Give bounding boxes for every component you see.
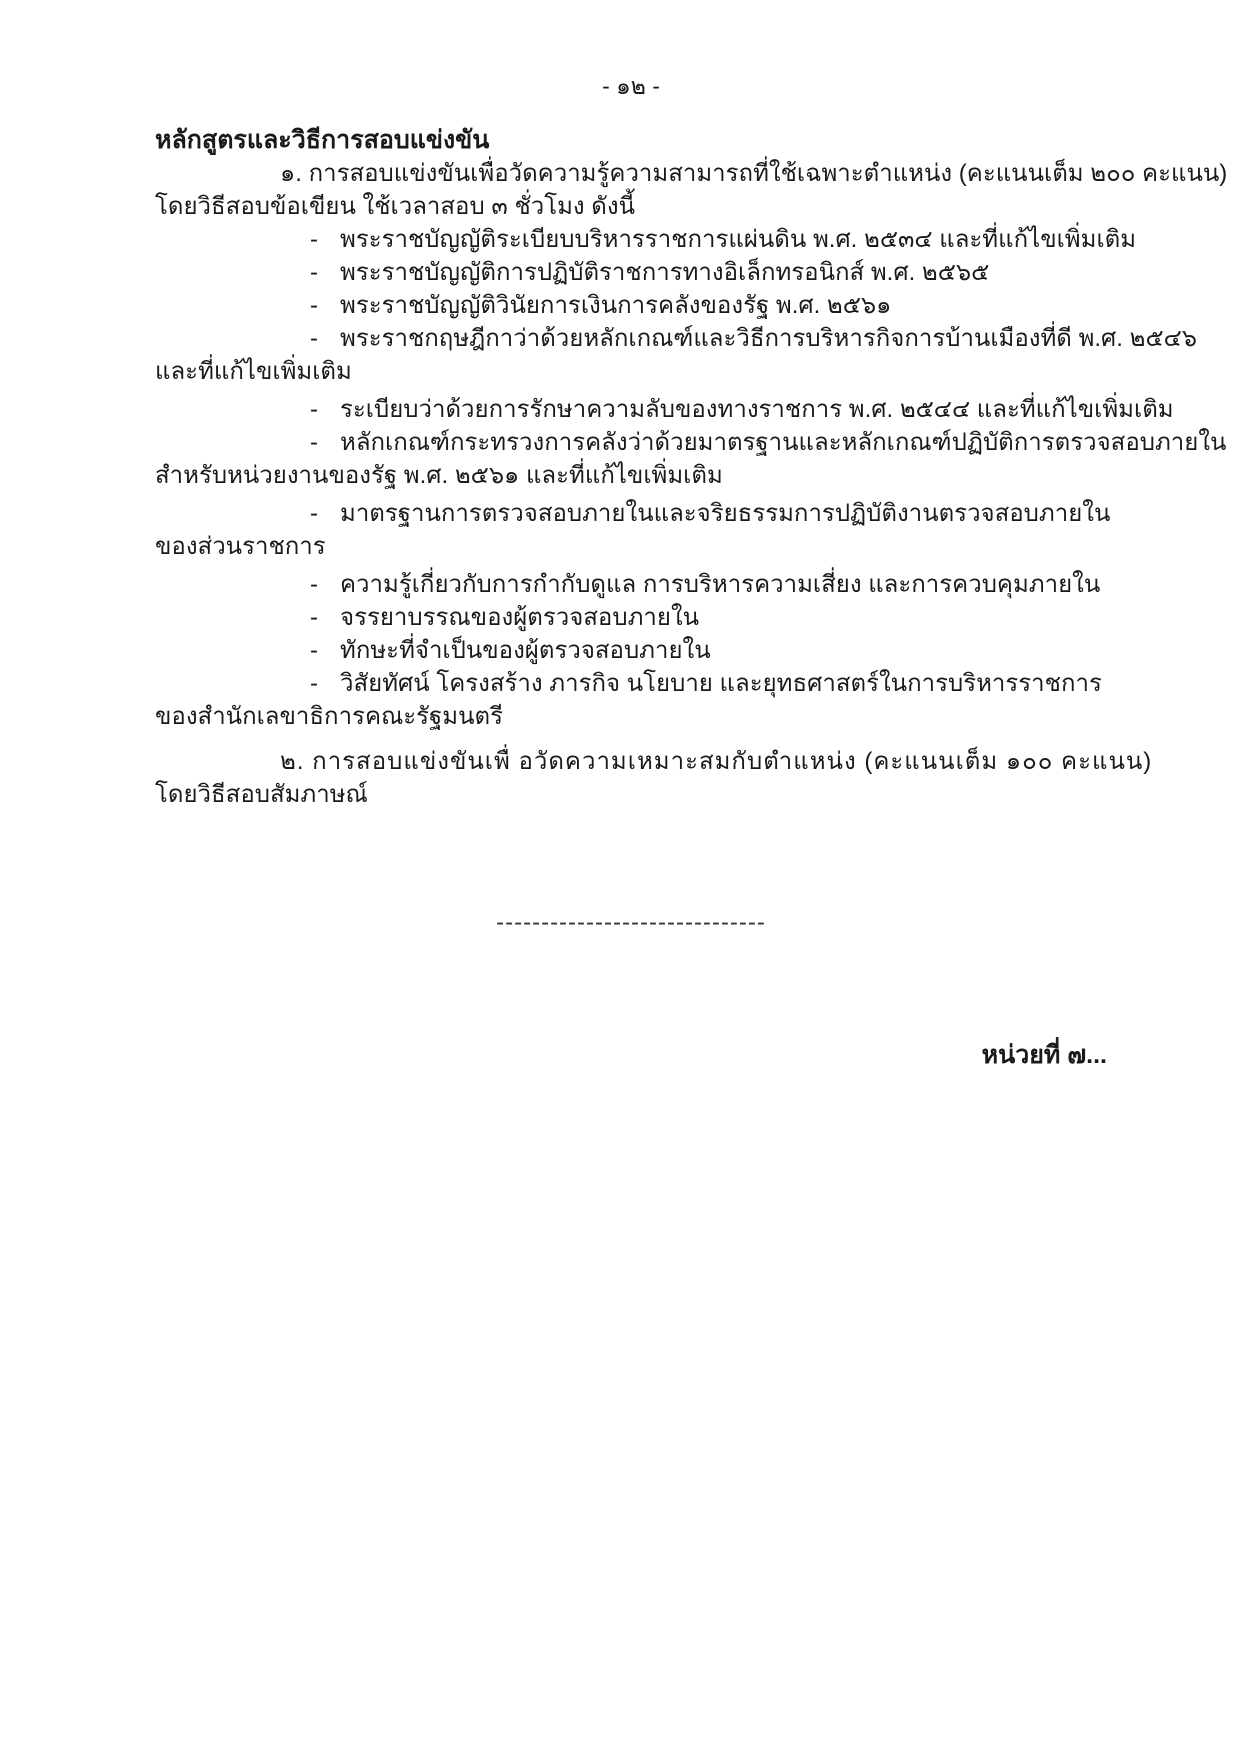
section2-intro-line2: โดยวิธีสอบสัมภาษณ์ [155, 781, 368, 808]
bullet-dash: - [310, 571, 318, 598]
list-item-text: พระราชบัญญัติการปฏิบัติราชการทางอิเล็กทรอนิกส์ พ.ศ. ๒๕๖๕ [340, 259, 990, 286]
bullet-dash: - [310, 429, 318, 456]
bullet-dash: - [310, 226, 318, 253]
page-content [155, 0, 1228, 1072]
list-item [155, 393, 1174, 426]
list-item-text: วิสัยทัศน์ โครงสร้าง ภารกิจ นโยบาย และยุทธศาสตร์ในการบริหารราชการ [340, 670, 1102, 697]
dashed-divider: ------------------------------ [496, 909, 766, 936]
list-item [155, 601, 1107, 634]
list-item [155, 426, 1227, 459]
section1-intro-line2: โดยวิธีสอบข้อเขียน ใช้เวลาสอบ ๓ ชั่วโมง ดังนี้ [155, 193, 636, 220]
section2-intro-line1: ๒. การสอบแข่งขันเพื่ อวัดความเหมาะสมกับตำแหน่ง (คะแนนเต็ม ๑๐๐ คะแนน) [280, 748, 1153, 775]
bullet-dash: - [310, 604, 318, 631]
list-item [155, 322, 1198, 355]
list-item-text: ทักษะที่จำเป็นของผู้ตรวจสอบภายใน [340, 637, 711, 664]
section-heading: หลักสูตรและวิธีการสอบแข่งขัน [155, 126, 490, 154]
list-item-text: ความรู้เกี่ยวกับการกำกับดูแล การบริหารความเสี่ยง และการควบคุมภายใน [340, 571, 1101, 598]
bullet-dash: - [310, 670, 318, 697]
list-item [155, 223, 1137, 256]
list-item [155, 634, 1107, 667]
list-item [155, 497, 1111, 530]
list-item [155, 256, 1107, 289]
list-item [155, 289, 1107, 322]
list-item-text: พระราชบัญญัติระเบียบบริหารราชการแผ่นดิน พ.ศ. ๒๕๓๔ และที่แก้ไขเพิ่มเติม [340, 226, 1137, 253]
list-item-continuation: สำหรับหน่วยงานของรัฐ พ.ศ. ๒๕๖๑ และที่แก้ไขเพิ่มเติม [155, 462, 723, 489]
list-item [155, 667, 1107, 700]
list-item-continuation: ของส่วนราชการ [155, 533, 326, 560]
list-item-continuation: และที่แก้ไขเพิ่มเติม [155, 358, 352, 385]
footer-note: หน่วยที่ ๗... [981, 1041, 1107, 1069]
list-item [155, 568, 1107, 601]
bullet-dash: - [310, 396, 318, 423]
list-item-text: พระราชกฤษฎีกาว่าด้วยหลักเกณฑ์และวิธีการบริหารกิจการบ้านเมืองที่ดี พ.ศ. ๒๕๔๖ [340, 325, 1198, 352]
list-item-text: พระราชบัญญัติวินัยการเงินการคลังของรัฐ พ.ศ. ๒๕๖๑ [340, 292, 892, 319]
list-item-text: จรรยาบรรณของผู้ตรวจสอบภายใน [340, 604, 700, 631]
bullet-dash: - [310, 325, 318, 352]
bullet-dash: - [310, 259, 318, 286]
list-item-text: หลักเกณฑ์กระทรวงการคลังว่าด้วยมาตรฐานและหลักเกณฑ์ปฏิบัติการตรวจสอบภายใน [340, 429, 1227, 456]
bullet-dash: - [310, 292, 318, 319]
list-item-text: ระเบียบว่าด้วยการรักษาความลับของทางราชการ พ.ศ. ๒๕๔๔ และที่แก้ไขเพิ่มเติม [340, 396, 1174, 423]
section1-intro-line1: ๑. การสอบแข่งขันเพื่อวัดความรู้ความสามารถที่ใช้เฉพาะตำแหน่ง (คะแนนเต็ม ๒๐๐ คะแนน) [280, 160, 1228, 187]
page-number: - ๑๒ - [602, 73, 660, 99]
list-item-continuation: ของสำนักเลขาธิการคณะรัฐมนตรี [155, 703, 503, 730]
bullet-dash: - [310, 500, 318, 527]
list-item-text: มาตรฐานการตรวจสอบภายในและจริยธรรมการปฏิบัติงานตรวจสอบภายใน [340, 500, 1111, 527]
bullet-dash: - [310, 637, 318, 664]
